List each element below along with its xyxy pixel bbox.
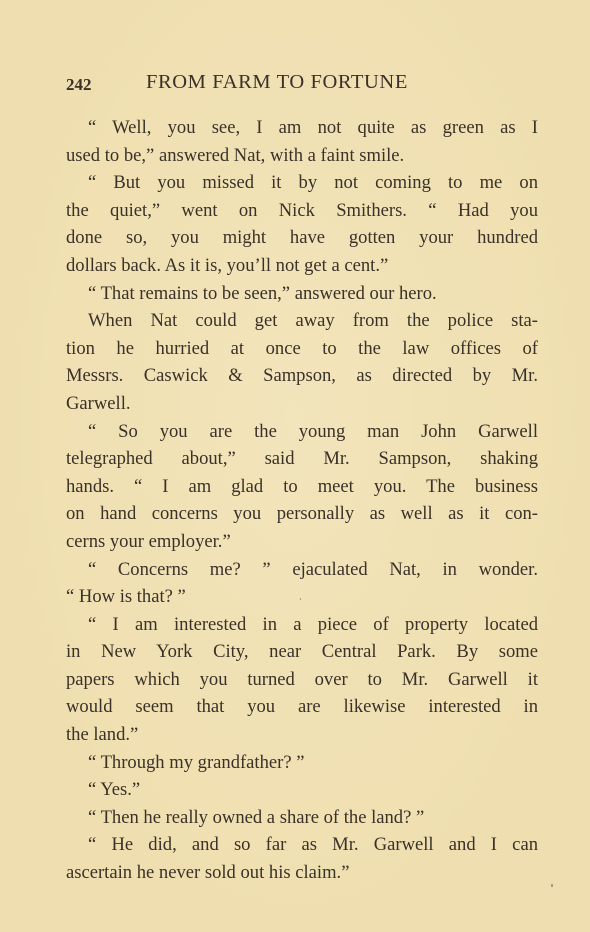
- text-line: hands. “ I am glad to meet you. The business: [66, 475, 538, 497]
- text-line: Messrs. Caswick & Sampson, as directed by Mr.: [66, 365, 538, 387]
- text-line: “ He did, and so far as Mr. Garwell and I can: [88, 834, 538, 856]
- text-line: the quiet,” went on Nick Smithers. “ Had you: [66, 199, 538, 221]
- text-line: on hand concerns you personally as well as it con-: [66, 503, 538, 525]
- text-line: “ So you are the young man John Garwell: [88, 420, 538, 442]
- text-line: the land.”: [66, 724, 139, 746]
- text-line: “ Yes.”: [88, 779, 141, 801]
- paper-speck: [300, 598, 301, 600]
- text-line: “ But you missed it by not coming to me on: [88, 172, 538, 194]
- page-number: 242: [66, 75, 92, 94]
- text-line: tion he hurried at once to the law offices of: [66, 337, 538, 359]
- text-line: papers which you turned over to Mr. Garwell it: [66, 668, 538, 690]
- text-line: “ I am interested in a piece of property located: [88, 613, 538, 635]
- running-title: FROM FARM TO FORTUNE: [146, 71, 408, 93]
- text-line: dollars back. As it is, you’ll not get a cent.”: [66, 254, 389, 276]
- text-line: When Nat could get away from the police sta-: [88, 310, 538, 332]
- text-line: “ How is that? ”: [66, 586, 186, 608]
- body-text: [66, 114, 538, 887]
- paper-speck: [551, 884, 553, 887]
- text-line: telegraphed about,” said Mr. Sampson, shaking: [66, 448, 538, 470]
- text-line: “ That remains to be seen,” answered our hero.: [88, 282, 437, 304]
- text-line: in New York City, near Central Park. By some: [66, 641, 538, 663]
- text-line: ascertain he never sold out his claim.”: [66, 862, 350, 884]
- text-line: would seem that you are likewise interested in: [66, 696, 538, 718]
- text-line: “ Concerns me? ” ejaculated Nat, in wonder.: [88, 558, 538, 580]
- text-line: Garwell.: [66, 392, 131, 414]
- page-header: [66, 71, 526, 97]
- text-line: “ Well, you see, I am not quite as green as I: [88, 117, 538, 138]
- text-line: done so, you might have gotten your hundred: [66, 227, 538, 249]
- text-line: used to be,” answered Nat, with a faint smile.: [66, 144, 405, 166]
- text-line: cerns your employer.”: [66, 530, 231, 552]
- text-line: “ Then he really owned a share of the land? ”: [88, 806, 425, 828]
- text-line: “ Through my grandfather? ”: [88, 751, 305, 773]
